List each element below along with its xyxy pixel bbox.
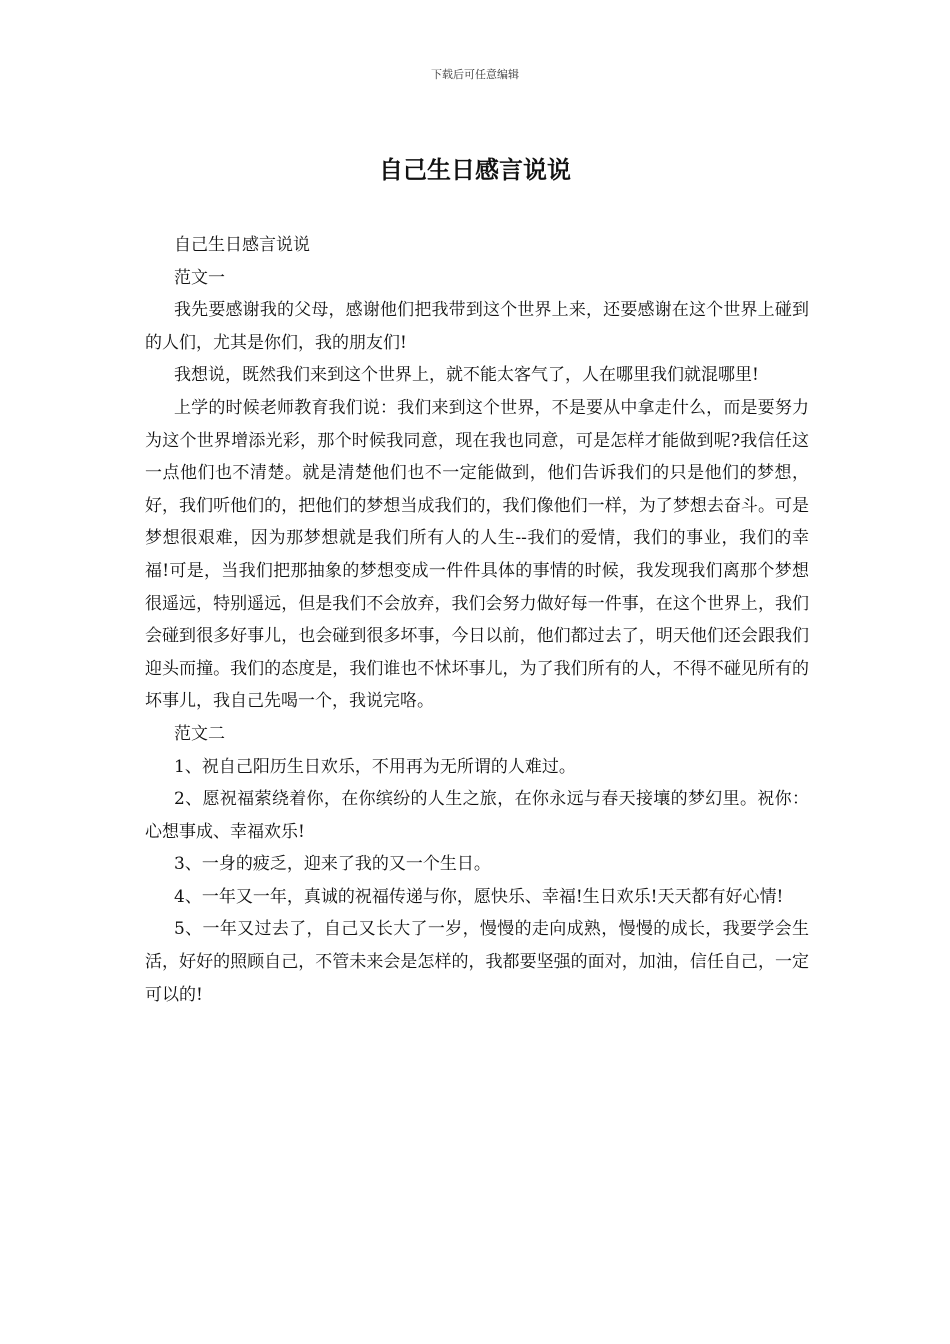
paragraph-subtitle: 自己生日感言说说 — [174, 235, 310, 255]
paragraph-section-heading-2: 范文二 — [174, 723, 225, 744]
document-title: 自己生日感言说说 — [379, 156, 571, 184]
paragraph-section-heading-1: 范文一 — [174, 267, 225, 288]
list-item: 3、一身的疲乏，迎来了我的又一个生日。 — [174, 854, 491, 875]
paragraph: 上学的时候老师教育我们说：我们来到这个世界，不是要从中拿走什么，而是要努力为这个世界增添光彩，那个时候我同意，现在我也同意，可是怎样才能做到呢?我信任这一点他们也不清楚。就是清楚他们也不一定能做到，他们告诉我们的只是他们的梦想，好，我们听他们的，把他们的梦想当成我们的，我们像他们一样，为了梦想去奋斗。可是梦想很艰难，因为那梦想就是我们所有人的人生--我们的爱情，我们的事业，我们的幸福!可是，当我们把那抽象的梦想变成一件件具体的事情的时候，我发现我们离那个梦想很遥远，特别遥远，但是我们不会放弃，我们会努力做好每一件事，在这个世界上，我们会碰到很多好事儿，也会碰到很多坏事，今日以前，他们都过去了，明天他们还会跟我们迎头而撞。我们的态度是，我们谁也不怵坏事儿，为了我们所有的人，不得不碰见所有的坏事儿，我自己先喝一个，我说完咯。 — [145, 397, 809, 712]
document-body — [145, 229, 809, 1011]
list-item: 1、祝自己阳历生日欢乐，不用再为无所谓的人难过。 — [174, 756, 576, 777]
paragraph: 我想说，既然我们来到这个世界上，就不能太客气了，人在哪里我们就混哪里! — [174, 365, 759, 386]
list-item: 4、一年又一年，真诚的祝福传递与你，愿快乐、幸福!生日欢乐!天天都有好心情! — [174, 886, 784, 907]
header-note: 下载后可任意编辑 — [431, 68, 519, 81]
paragraph: 我先要感谢我的父母，感谢他们把我带到这个世界上来，还要感谢在这个世界上碰到的人们，尤其是你们，我的朋友们! — [145, 300, 809, 353]
list-item: 2、愿祝福萦绕着你，在你缤纷的人生之旅，在你永远与春天接壤的梦幻里。祝你：心想事成、幸福欢乐! — [145, 789, 809, 842]
list-item: 5、一年又过去了，自己又长大了一岁，慢慢的走向成熟，慢慢的成长，我要学会生活，好好的照顾自己，不管未来会是怎样的，我都要坚强的面对，加油，信任自己，一定可以的! — [145, 919, 809, 1005]
